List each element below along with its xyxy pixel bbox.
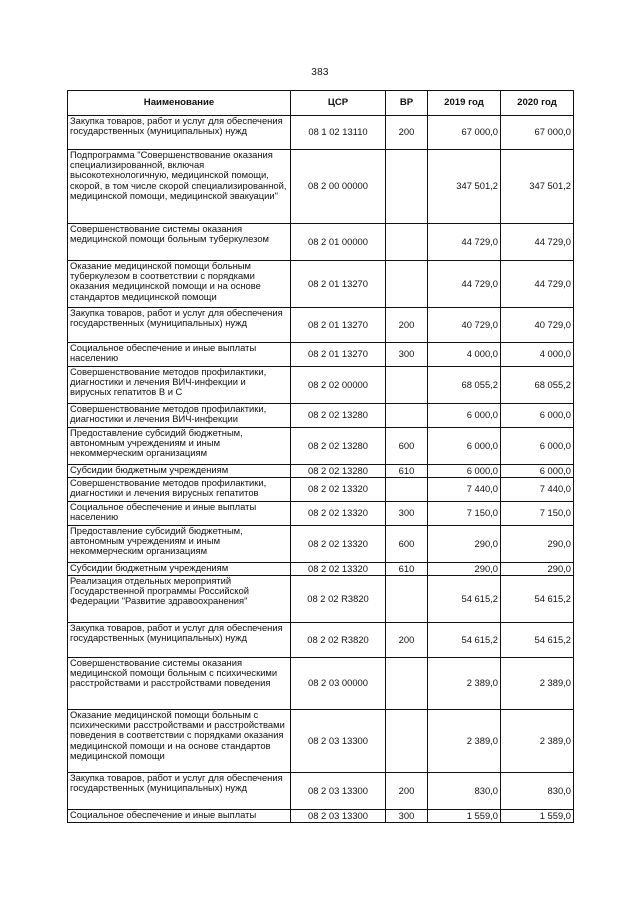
row-name: Предоставление субсидий бюджетным, автономным учреждениям и иным некоммерческим организациям [68, 526, 291, 563]
row-csr: 08 2 03 00000 [291, 658, 386, 710]
row-vr [386, 261, 428, 308]
row-2019: 2 389,0 [428, 710, 501, 773]
row-2020: 1 559,0 [501, 810, 574, 823]
row-csr: 08 2 03 13300 [291, 710, 386, 773]
row-2019: 7 440,0 [428, 478, 501, 502]
table-header-row [68, 91, 574, 116]
header-vr: ВР [386, 91, 428, 116]
row-csr: 08 2 02 13320 [291, 563, 386, 576]
row-2020: 290,0 [501, 526, 574, 563]
row-name: Оказание медицинской помощи больным с психическими расстройствами и расстройствами поведения в соответствии с порядками оказания медицинской помощи и на основе стандартов медицинской помощи [68, 710, 291, 773]
row-2020: 347 501,2 [501, 150, 574, 224]
row-csr: 08 2 02 13320 [291, 526, 386, 563]
row-vr: 200 [386, 308, 428, 343]
row-2020: 54 615,2 [501, 576, 574, 623]
row-name: Совершенствование методов профилактики, диагностики и лечения вирусных гепатитов [68, 478, 291, 502]
row-vr [386, 224, 428, 261]
row-vr [386, 478, 428, 502]
row-2019: 6 000,0 [428, 465, 501, 478]
row-csr: 08 2 02 R3820 [291, 576, 386, 623]
row-2019: 347 501,2 [428, 150, 501, 224]
header-2020: 2020 год [501, 91, 574, 116]
row-2020: 68 055,2 [501, 367, 574, 404]
row-name: Социальное обеспечение и иные выплаты населению [68, 502, 291, 526]
header-csr: ЦСР [291, 91, 386, 116]
row-2020: 67 000,0 [501, 116, 574, 150]
row-2019: 40 729,0 [428, 308, 501, 343]
row-name: Совершенствование методов профилактики, диагностики и лечения ВИЧ-инфекции [68, 404, 291, 428]
row-2020: 6 000,0 [501, 404, 574, 428]
row-name: Предоставление субсидий бюджетным, автономным учреждениям и иным некоммерческим организациям [68, 428, 291, 465]
row-2020: 44 729,0 [501, 261, 574, 308]
row-2020: 44 729,0 [501, 224, 574, 261]
table-row [68, 576, 574, 623]
row-2020: 40 729,0 [501, 308, 574, 343]
row-2019: 7 150,0 [428, 502, 501, 526]
row-vr: 300 [386, 810, 428, 823]
row-2019: 54 615,2 [428, 623, 501, 658]
budget-table [67, 90, 574, 823]
row-csr: 08 2 01 00000 [291, 224, 386, 261]
row-2019: 6 000,0 [428, 428, 501, 465]
row-vr [386, 367, 428, 404]
header-2019: 2019 год [428, 91, 501, 116]
table-row [68, 308, 574, 343]
row-2020: 2 389,0 [501, 710, 574, 773]
row-name: Закупка товаров, работ и услуг для обеспечения государственных (муниципальных) нужд [68, 116, 291, 150]
row-csr: 08 2 01 13270 [291, 261, 386, 308]
row-name: Совершенствование методов профилактики, диагностики и лечения ВИЧ-инфекции и вирусных гепатитов В и С [68, 367, 291, 404]
row-csr: 08 2 02 00000 [291, 367, 386, 404]
row-2020: 7 150,0 [501, 502, 574, 526]
table-row [68, 623, 574, 658]
row-csr: 08 2 02 13320 [291, 502, 386, 526]
row-2020: 2 389,0 [501, 658, 574, 710]
row-2019: 44 729,0 [428, 261, 501, 308]
row-2019: 67 000,0 [428, 116, 501, 150]
row-csr: 08 2 02 13280 [291, 404, 386, 428]
row-name: Совершенствование системы оказания медицинской помощи больным туберкулезом [68, 224, 291, 261]
row-name: Закупка товаров, работ и услуг для обеспечения государственных (муниципальных) нужд [68, 308, 291, 343]
row-2020: 7 440,0 [501, 478, 574, 502]
row-vr: 200 [386, 623, 428, 658]
row-name: Закупка товаров, работ и услуг для обеспечения государственных (муниципальных) нужд [68, 623, 291, 658]
table-row [68, 116, 574, 150]
row-name: Закупка товаров, работ и услуг для обеспечения государственных (муниципальных) нужд [68, 773, 291, 810]
row-csr: 08 2 00 00000 [291, 150, 386, 224]
row-name: Совершенствование системы оказания медицинской помощи больным с психическими расстройствами и расстройствами поведения [68, 658, 291, 710]
row-vr: 610 [386, 465, 428, 478]
table-row [68, 428, 574, 465]
row-csr: 08 2 03 13300 [291, 810, 386, 823]
row-csr: 08 2 03 13300 [291, 773, 386, 810]
row-name: Социальное обеспечение и иные выплаты [68, 810, 291, 823]
row-vr: 200 [386, 773, 428, 810]
table-row [68, 478, 574, 502]
table-row [68, 810, 574, 823]
row-2020: 6 000,0 [501, 428, 574, 465]
row-csr: 08 1 02 13110 [291, 116, 386, 150]
row-vr: 200 [386, 116, 428, 150]
row-csr: 08 2 02 R3820 [291, 623, 386, 658]
row-vr [386, 710, 428, 773]
table-row [68, 563, 574, 576]
row-2020: 830,0 [501, 773, 574, 810]
table-row [68, 773, 574, 810]
row-2020: 4 000,0 [501, 343, 574, 367]
row-csr: 08 2 02 13320 [291, 478, 386, 502]
row-2019: 2 389,0 [428, 658, 501, 710]
table-row [68, 526, 574, 563]
row-vr [386, 658, 428, 710]
table-row [68, 404, 574, 428]
table-row [68, 261, 574, 308]
row-2020: 290,0 [501, 563, 574, 576]
row-name: Подпрограмма "Совершенствование оказания специализированной, включая высокотехнологичную, медицинской помощи, скорой, в том числе скорой специализированной, медицинской помощи, медицинской эвакуации" [68, 150, 291, 224]
row-2019: 290,0 [428, 526, 501, 563]
row-vr: 600 [386, 526, 428, 563]
row-2019: 290,0 [428, 563, 501, 576]
row-csr: 08 2 01 13270 [291, 308, 386, 343]
row-vr [386, 150, 428, 224]
row-csr: 08 2 01 13270 [291, 343, 386, 367]
row-2019: 830,0 [428, 773, 501, 810]
header-name: Наименование [68, 91, 291, 116]
row-vr [386, 404, 428, 428]
row-name: Оказание медицинской помощи больным туберкулезом в соответствии с порядками оказания медицинской помощи и на основе стандартов медицинской помощи [68, 261, 291, 308]
row-name: Социальное обеспечение и иные выплаты населению [68, 343, 291, 367]
row-2019: 44 729,0 [428, 224, 501, 261]
row-2020: 54 615,2 [501, 623, 574, 658]
row-2020: 6 000,0 [501, 465, 574, 478]
row-vr: 300 [386, 343, 428, 367]
table-row [68, 465, 574, 478]
page-number: 383 [311, 67, 329, 78]
row-vr: 600 [386, 428, 428, 465]
row-csr: 08 2 02 13280 [291, 465, 386, 478]
row-csr: 08 2 02 13280 [291, 428, 386, 465]
row-name: Субсидии бюджетным учреждениям [68, 465, 291, 478]
row-vr: 610 [386, 563, 428, 576]
row-2019: 1 559,0 [428, 810, 501, 823]
row-vr: 300 [386, 502, 428, 526]
table-row [68, 658, 574, 710]
row-2019: 4 000,0 [428, 343, 501, 367]
table-row [68, 224, 574, 261]
table-row [68, 343, 574, 367]
table-row [68, 150, 574, 224]
row-2019: 68 055,2 [428, 367, 501, 404]
row-name: Реализация отдельных мероприятий Государственной программы Российской Федерации "Развитие здравоохранения" [68, 576, 291, 623]
table-row [68, 502, 574, 526]
row-2019: 54 615,2 [428, 576, 501, 623]
table-row [68, 367, 574, 404]
row-vr [386, 576, 428, 623]
row-2019: 6 000,0 [428, 404, 501, 428]
row-name: Субсидии бюджетным учреждениям [68, 563, 291, 576]
table-row [68, 710, 574, 773]
